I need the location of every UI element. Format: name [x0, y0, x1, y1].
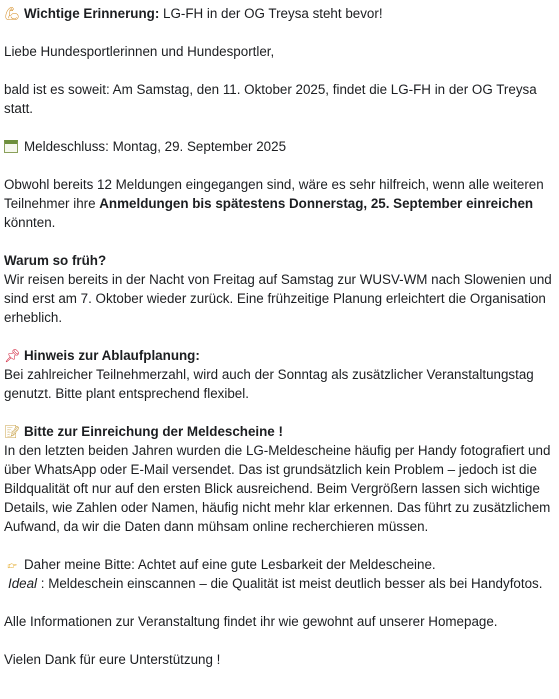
schedule-heading-text: Hinweis zur Ablaufplanung:	[24, 348, 200, 363]
thanks-line: Vielen Dank für eure Unterstützung !	[4, 652, 221, 667]
schedule-text: Bei zahlreicher Teilnehmerzahl, wird auch der Sonntag als zusätzlicher Veranstaltungstag genutzt. Bitte plant entsprechend flexibel.	[4, 367, 534, 401]
reminder-text: LG-FH in der OG Treysa steht bevor!	[159, 6, 383, 21]
greeting: Liebe Hundesportlerinnen und Hundesportler,	[4, 44, 275, 59]
registrations-text-end: könnten.	[4, 215, 56, 230]
intro-paragraph: bald ist es soweit: Am Samstag, den 11. Oktober 2025, findet die LG-FH in der OG Treysa statt.	[4, 82, 537, 116]
why-heading	[4, 251, 553, 270]
registrations-deadline: Anmeldungen bis spätestens Donnerstag, 25. September einreichen	[99, 196, 534, 211]
schedule-heading	[4, 346, 553, 365]
homepage-line: Alle Informationen zur Veranstaltung findet ihr wie gewohnt auf unserer Homepage.	[4, 614, 498, 629]
request-line	[4, 555, 553, 574]
reminder-label: Wichtige Erinnerung:	[24, 6, 160, 21]
ideal-line	[4, 574, 553, 593]
calendar-icon	[4, 140, 18, 153]
flexed-biceps-icon: 💪︎	[4, 6, 21, 21]
why-text: Wir reisen bereits in der Nacht von Freitag auf Samstag zur WUSV-WM nach Slowenien und sind erst am 7. Oktober wieder zurück. Eine frühzeitige Planung erleichtert die Organisation erheblich.	[4, 272, 552, 325]
forms-text: In den letzten beiden Jahren wurden die LG-Meldescheine häufig per Handy fotografiert und über WhatsApp oder E-Mail versendet. Das ist grundsätzlich kein Problem – jedoch ist die Bildqualität oft nur auf den ersten Blick ausreichend. Beim Vergrößern lassen sich wichtige Details, wie Zahlen oder Namen, häufig nicht mehr klar erkennen. Das führt zu zusätzlichem Aufwand, da wir die Daten dann mühsam online recherchieren müssen.	[4, 443, 551, 534]
ideal-label: Ideal	[8, 576, 38, 591]
ideal-text: : Meldeschein einscannen – die Qualität ist meist deutlich besser als bei Handyfotos.	[37, 576, 543, 591]
request-text: Daher meine Bitte: Achtet auf eine gute Lesbarkeit der Meldescheine.	[24, 557, 436, 572]
pointing-hand-icon: 👉︎	[7, 557, 17, 572]
registrations-text: Obwohl bereits 12 Meldungen eingegangen sind, wäre es sehr hilfreich, wenn alle weiteren Teilnehmer ihre	[4, 177, 544, 211]
deadline-line	[4, 137, 553, 156]
forms-heading	[4, 422, 553, 441]
deadline-text: Meldeschluss: Montag, 29. September 2025	[24, 139, 287, 154]
why-heading-text: Warum so früh?	[4, 253, 107, 268]
reminder-line	[4, 4, 553, 23]
pushpin-icon: 📌︎	[4, 348, 21, 363]
memo-icon: 📝︎	[4, 424, 21, 439]
forms-heading-text: Bitte zur Einreichung der Meldescheine !	[24, 424, 283, 439]
registrations-paragraph	[4, 175, 553, 232]
